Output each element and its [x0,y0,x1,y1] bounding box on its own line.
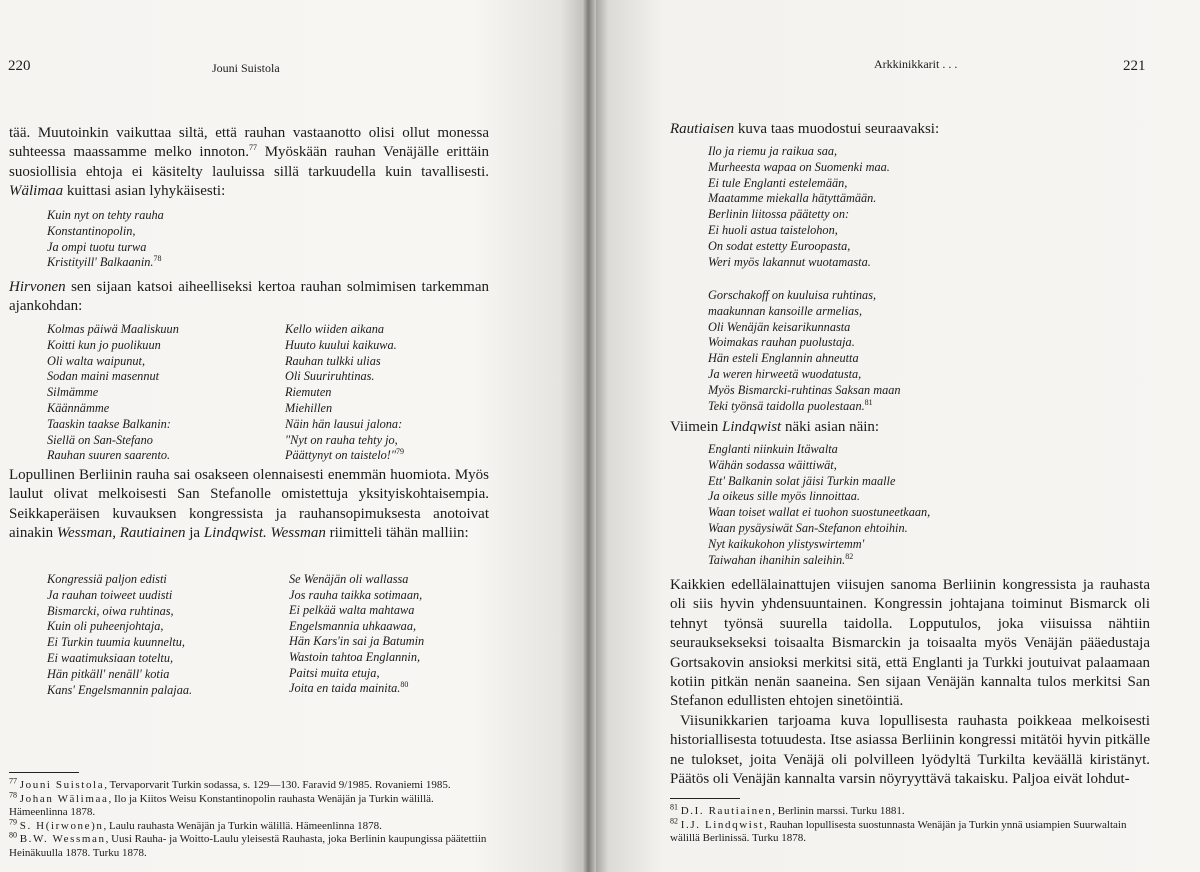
footnote: $^{77}$ Jouni Suistola, Tervaporvarit Turkin sodassa, s. 129—130. Faravid 9/1985. Rovaniemi 1985. [9,776,451,791]
footnote-ref: 78 [153,254,162,264]
paragraph-text: tää. Muutoinkin vaikuttaa siltä, että rauhan vastaanotto olisi ollut monessa suhteessa maassamme melko innoton. [9,125,489,161]
footnote-ref: 81 [864,397,873,407]
poem-line: Rauhan tulkki ulias [285,353,381,368]
poem-line: Hän Kars'in sai ja Batumin [289,634,425,649]
poem-line: Oli Wenäjän keisarikunnasta [708,319,851,334]
paragraph-text: ja [185,525,204,542]
poem-line: Päättynyt on taistelo!" [285,448,397,463]
poem-line: Ei waatimuksiaan toteltu, [47,650,174,665]
poem-line: Ei Turkin tuumia kuunneltu, [47,635,185,650]
paragraph [670,120,1150,139]
poem-line: Ilo ja riemu ja raikua saa, [708,144,838,158]
poem-line: Ett' Balkanin solat jäisi Turkin maalle [708,473,896,488]
paragraph-text: näki asian näin: [781,419,880,435]
paragraph [9,278,489,317]
poem-line: Teki työnsä taidolla puolestaan. [708,398,865,413]
poem-line: Oli Suuriruhtinas. [285,369,375,384]
poem-line: Ei pelkää walta mahtawa [289,603,415,618]
poem-stanza [708,144,890,270]
poem-line: Jos rauha taikka sotimaan, [289,587,423,602]
poem-line: Se Wenäjän oli wallassa [289,572,409,586]
poem-line: Silmämme [47,385,99,400]
poem-line: Gorschakoff on kuuluisa ruhtinas, [708,288,877,302]
footnote-ref: 79 [396,447,405,457]
poem-line: Kongressiä paljon edisti [47,572,167,586]
paragraph-text: Viimein [670,419,723,435]
poem-line: Sodan maini masennut [47,369,160,384]
paragraph-text: riimitteli tähän malliin: [325,525,469,542]
poem-line: Joita en taida mainita. [289,681,401,696]
poem-line: Konstantinopolin, [47,223,136,238]
footnotes [670,802,1150,846]
poem-line: Bismarcki, oiwa ruhtinas, [47,603,174,618]
footnote-rule [670,798,740,799]
author-name: Lindqwist [722,419,782,435]
poem-line: Huuto kuului kaikuwa. [285,337,397,352]
poem-line: Ei huoli astua taistelohon, [708,222,838,237]
right-page [590,0,1200,872]
running-head: Jouni Suistola [212,61,280,75]
paragraph-text: Myöskään rauhan Venäjälle erittäin suosiollisia ehtoja ei käsitelty lauluissa sillä tarkuudella kuin tavallisesti. [9,144,489,180]
footnote: $^{79}$ S. H(irwone)n, Laulu rauhasta Wenäjän ja Turkin wälillä. Hämeenlinna 1878. [9,816,382,832]
poem-line: Paitsi muita etuja, [289,665,380,680]
footnote: $^{78}$ Johan Wälimaa, Ilo ja Kiitos Weisu Konstantinopolin rauhasta Wenäjän ja Turkin wälillä. Hämeenlinna 1878. [9,790,434,818]
poem-line: Kristityill' Balkaanin. [47,255,154,270]
footnote: $^{81}$ D.I. Rautiainen, Berlinin marssi. Turku 1881. [670,802,905,817]
poem-column-left [47,572,192,698]
poem-line: Käännämme [47,400,110,415]
poem-line: Ja oikeus sille myös linnoittaa. [708,489,860,504]
poem-line: Taiwahan ihanihin saleihin. [708,552,846,567]
poem-line: Ja rauhan toiweet uudisti [47,587,173,602]
author-name: Hirvonen [9,279,66,295]
paragraph-text: Kaikkien edellälainattujen viisujen sanoma Berliinin kongressista ja rauhasta oli siis hyvin yhdensuuntainen. Kongressin johtajana toiminut Bismarck oli tehnyt työnsä suurella taidolla. Lopputulos, joka viisuissa nähtiin seurauksekseksi toisaalta Bismarckin ja toisaalta myös Venäjän pääedustaja Gortsakovin ansioksi merkitsi sitä, että Englanti ja Turkki joutuivat palaamaan kotiin pitkän nenän saaneina. Sen sijaan Venäjän kannalta tulos merkitsi San Stefanon edullisten ehtojen sinetöintiä. [670,577,1150,710]
poem-line: Näin hän lausui jalona: [285,416,403,431]
poem-line: Myös Bismarcki-ruhtinas Saksan maan [708,382,901,397]
poem-line: Berlinin liitossa päätetty on: [708,207,850,222]
poem-line: Ja weren hirweetä wuodatusta, [708,366,862,381]
paragraph-text: kuittasi asian lyhykäisesti: [63,183,226,200]
poem-line: Weri myös lakannut wuotamasta. [708,254,871,269]
poem-line: Oli walta waipunut, [47,353,146,368]
author-name: Rautiaisen [670,121,735,137]
paragraph-text: kuva taas muodostui seuraavaksi: [734,121,940,137]
poem-line: Kuin nyt on tehty rauha [47,208,164,222]
paragraph [670,576,1150,712]
footnote-ref: 77 [249,143,258,153]
poem-line: Kello wiiden aikana [285,322,385,336]
poem-line: Engelsmannia uhkaawaa, [289,618,417,633]
footnote: $^{80}$ B.W. Wessman, Uusi Rauha- ja Woitto-Laulu yleisestä Rauhasta, joka Berlinin kaupungissa päätettiin Heinäkuulla 1878. Turku 1878. [9,830,487,859]
poem-stanza [708,442,930,568]
paragraph [9,124,489,202]
poem-line: Rauhan suuren saarento. [47,448,171,463]
poem-line: Wastoin tahtoa Englannin, [289,649,421,664]
left-page [0,0,590,872]
poem-line: Taaskin taakse Balkanin: [47,416,171,431]
poem-line: Maatamme miekalla hätyttämään. [708,191,877,206]
poem-line: Riemuten [285,385,332,400]
poem-line: Kuin oli puheenjohtaja, [47,619,164,634]
running-head: Arkkinikkarit . . . [874,57,958,71]
poem-line: Hän esteli Englannin ahneutta [708,351,859,366]
poem-column-left [47,322,179,464]
poem-line: On sodat estetty Euroopasta, [708,238,851,253]
author-name: Wälimaa [9,183,64,200]
poem-quote [47,208,164,271]
footnote: $^{82}$ I.J. Lindqwist, Rauhan lopullisesta suostunnasta Wenäjän ja Turkin ynnä usiampien Suurwaltain wälillä Berlinissä. Turku 1878. [670,816,1127,844]
poem-line: Nyt kaikukohon ylistyswirtemm' [708,536,865,551]
poem-line: maakunnan kansoille armelias, [708,303,863,318]
poem-line: Ja ompi tuotu turwa [47,239,147,254]
poem-line: Hän pitkäll' nenäll' kotia [47,666,170,681]
footnote-rule [9,772,79,773]
poem-line: Woimakas rauhan puolustaja. [708,335,855,350]
book-gutter [582,0,596,872]
poem-column-right [285,322,404,464]
paragraph [670,712,1150,790]
poem-line: "Nyt on rauha tehty jo, [285,432,398,447]
poem-line: Wähän sodassa wäittiwät, [708,457,837,472]
paragraph [9,466,489,544]
poem-line: Ei tule Englanti estelemään, [708,175,848,190]
page-number: 221 [1123,58,1146,74]
poem-line: Kolmas päiwä Maaliskuun [47,322,179,336]
poem-column-right [289,572,424,697]
footnote-ref: 82 [845,551,854,561]
footnotes [9,776,489,860]
paragraph-text: Lopullinen Berliinin rauha sai osakseen olennaisesti enemmän huomiota. Myös laulut olivat melkoisesti San Stefanolle omistettuja yksityiskohtaisempia. Seikkaperäisen kuvauksen kongressista ja rauhansopimuksesta anotoivat ainakin [9,467,489,542]
paragraph-text: sen sijaan katsoi aiheelliseksi kertoa rauhan solmimisen tarkemman ajankohdan: [9,279,489,315]
paragraph [670,418,1150,437]
author-names: Lindqwist. Wessman [203,525,326,542]
poem-line: Waan pysäysiwät San-Stefanon ehtoihin. [708,520,908,535]
page-number: 220 [8,58,31,74]
footnote-ref: 80 [400,680,409,690]
author-names: Wessman, Rautiainen [56,525,186,542]
poem-line: Waan toiset wallat ei tuohon suostuneetkaan, [708,505,931,520]
poem-line: Siellä on San-Stefano [47,432,153,447]
poem-line: Murheesta wapaa on Suomenki maa. [708,159,890,174]
paragraph-text: Viisunikkarien tarjoama kuva lopullisesta rauhasta poikkeaa melkoisesti historiallisesta totuudesta. Itse asiassa Berliinin kongressi mitätöi hyvin pitkälle ne tulokset, joita Venäjä oli polvilleen lyödyltä Turkilta keväällä kiristänyt. Päätös oli Venäjän kannalta varsin nöyryyttävä takaisku. Paljoa eivät lohdut- [670,713,1150,788]
poem-line: Koitti kun jo puolikuun [47,337,161,352]
poem-line: Kans' Engelsmannin palajaa. [47,682,193,697]
poem-line: Miehillen [285,400,333,415]
poem-stanza [708,288,901,414]
poem-line: Englanti niinkuin Itäwalta [708,442,838,456]
